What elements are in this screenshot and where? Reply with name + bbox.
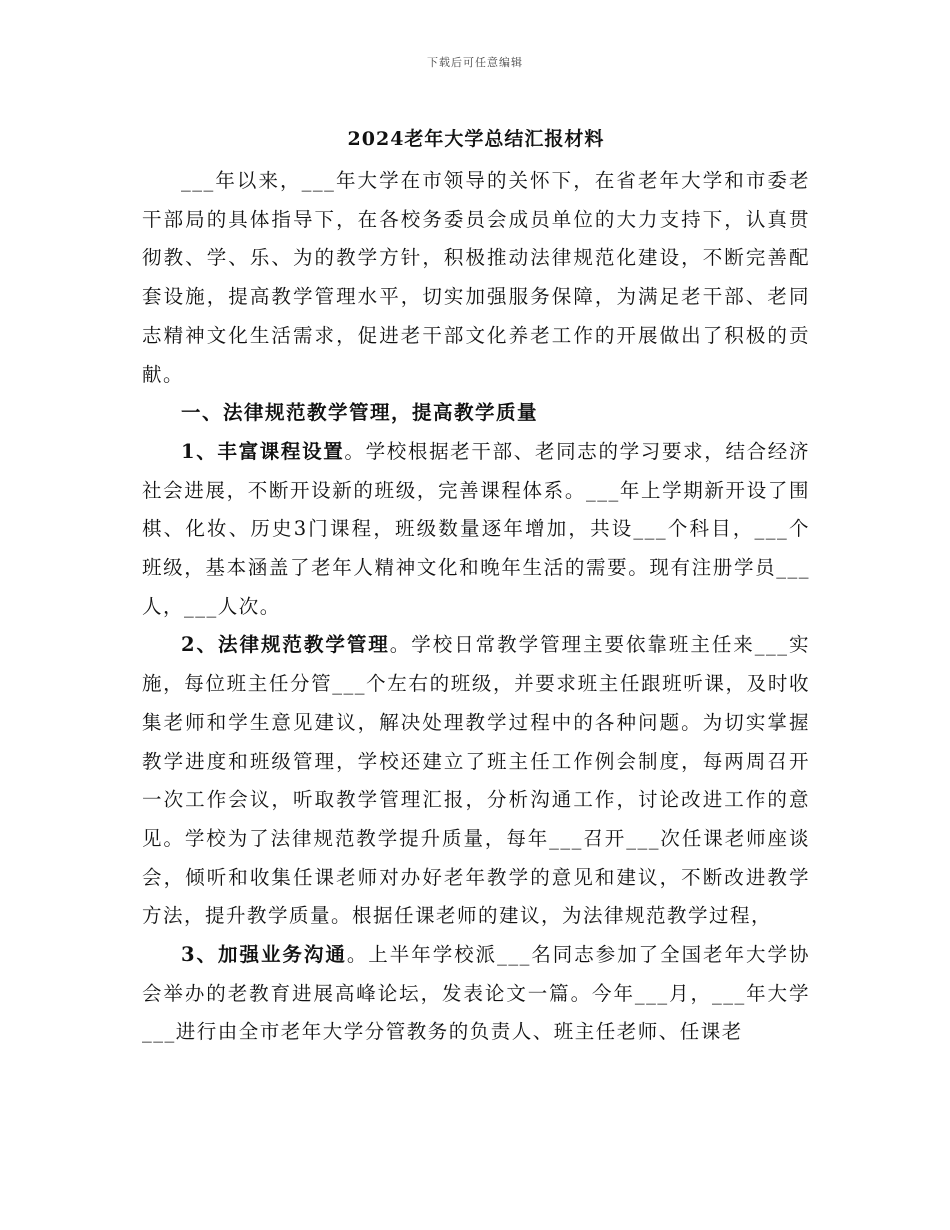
item-2-lead: 2、法律规范教学管理 — [181, 633, 390, 657]
item-3-lead: 3、加强业务沟通 — [181, 943, 347, 967]
item-3-paragraph — [142, 936, 810, 1052]
item-1-paragraph — [142, 433, 810, 627]
item-2-body: 。学校日常教学管理主要依靠班主任来___实施，每位班主任分管___个左右的班级，并要求班主任跟班听课，及时收集老师和学生意见建议，解决处理教学过程中的各种问题。为切实掌握教学进度和班级管理，学校还建立了班主任工作例会制度，每两周召开一次工作会议，听取教学管理汇报，分析沟通工作，讨论改进工作的意见。学校为了法律规范教学提升质量，每年___召开___次任课老师座谈会，倾听和收集任课老师对办好老年教学的意见和建议，不断改进教学方法，提升教学质量。根据任课老师的建议，为法律规范教学过程， — [142, 633, 810, 928]
item-3-body: 。上半年学校派___名同志参加了全国老年大学协会举办的老教育进展高峰论坛，发表论文一篇。今年___月，___年大学___进行由全市老年大学分管教务的负责人、班主任老师、任课老 — [142, 943, 810, 1044]
item-1-body: 。学校根据老干部、老同志的学习要求，结合经济社会进展，不断开设新的班级，完善课程体系。___年上学期新开设了围棋、化妆、历史3门课程，班级数量逐年增加，共设___个科目，___个班级，基本涵盖了老年人精神文化和晚年生活的需要。现有注册学员___人，___人次。 — [142, 439, 810, 618]
item-2-paragraph — [142, 626, 810, 936]
section-heading-1: 一、法律规范教学管理，提高教学质量 — [181, 401, 539, 425]
document-title: 2024老年大学总结汇报材料 — [347, 128, 605, 150]
item-1-lead: 1、丰富课程设置 — [181, 439, 345, 463]
page-header-note: 下载后可任意编辑 — [427, 56, 523, 69]
intro-paragraph: ___年以来，___年大学在市领导的关怀下，在省老年大学和市委老干部局的具体指导下，在各校务委员会成员单位的大力支持下，认真贯彻教、学、乐、为的教学方针，积极推动法律规范化建设，不断完善配套设施，提高教学管理水平，切实加强服务保障，为满足老干部、老同志精神文化生活需求，促进老干部文化养老工作的开展做出了积极的贡献。 — [142, 169, 810, 386]
document-body — [142, 118, 810, 1052]
